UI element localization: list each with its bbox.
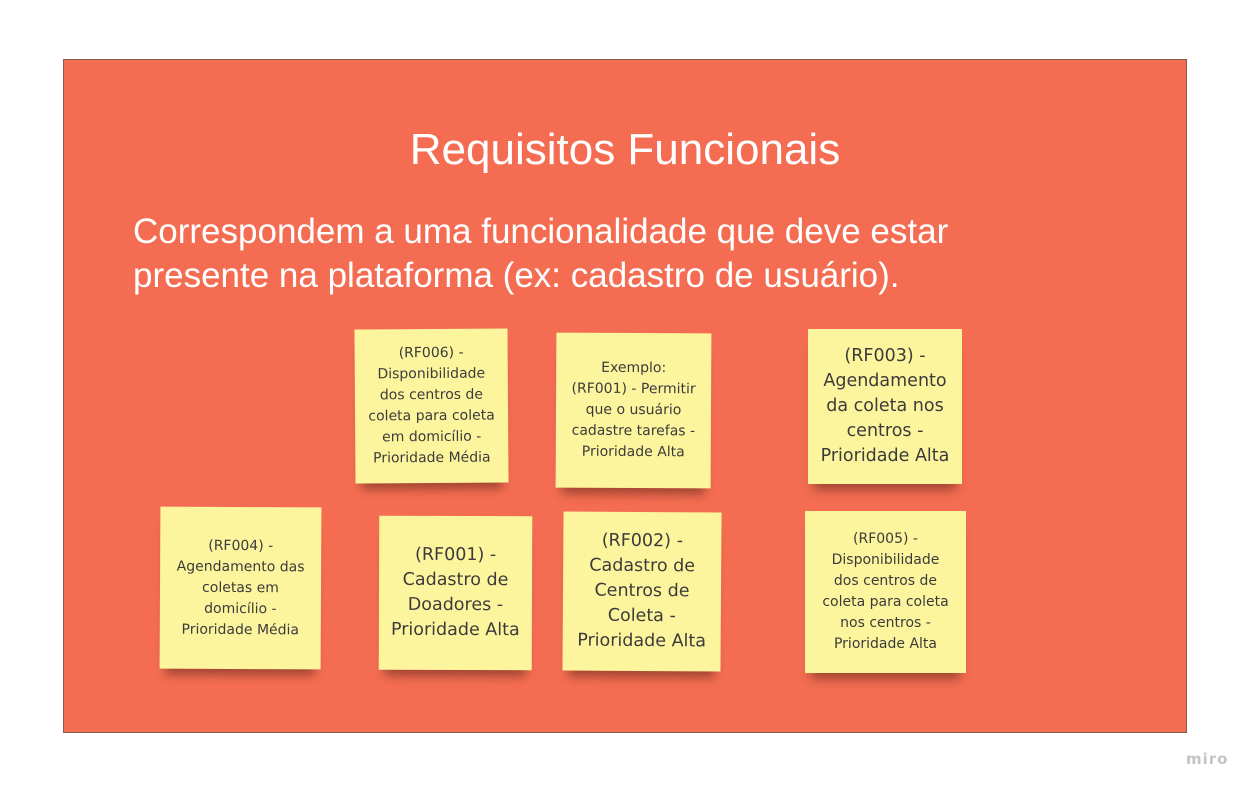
sticky-note-text: (RF002) - Cadastro de Centros de Coleta - Prioridade Alta <box>577 530 707 652</box>
sticky-note-rf006[interactable] <box>354 328 508 483</box>
sticky-note-rf003[interactable] <box>808 329 962 484</box>
sticky-note-text: (RF005) - Disponibilidade dos centros de coleta para coleta nos centros - Prioridade Alta <box>822 531 949 652</box>
frame-title[interactable]: Requisitos Funcionais <box>409 125 841 174</box>
sticky-note-rf004[interactable] <box>160 507 322 670</box>
sticky-note-rf001[interactable] <box>379 516 533 671</box>
sticky-note-text: (RF006) - Disponibilidade dos centros de coleta para coleta em domicílio - Prioridade Média <box>368 344 495 467</box>
frame-subtitle[interactable]: Correspondem a uma funcionalidade que deve estar presente na plataforma (ex: cadastro de usuário). <box>133 212 949 295</box>
sticky-note-text: (RF001) - Cadastro de Doadores - Prioridade Alta <box>390 544 520 641</box>
sticky-note-rf005[interactable] <box>805 511 966 673</box>
sticky-note-text: (RF003) - Agendamento da coleta nos centros - Prioridade Alta <box>820 346 950 466</box>
sticky-note-text: (RF004) - Agendamento das coletas em domicílio - Prioridade Média <box>176 537 305 638</box>
sticky-note-example[interactable] <box>556 333 712 489</box>
sticky-note-text: Exemplo: (RF001) - Permitir que o usuário cadastre tarefas - Prioridade Alta <box>571 359 696 461</box>
sticky-note-rf002[interactable] <box>562 511 721 671</box>
miro-logo: miro <box>1186 750 1229 768</box>
